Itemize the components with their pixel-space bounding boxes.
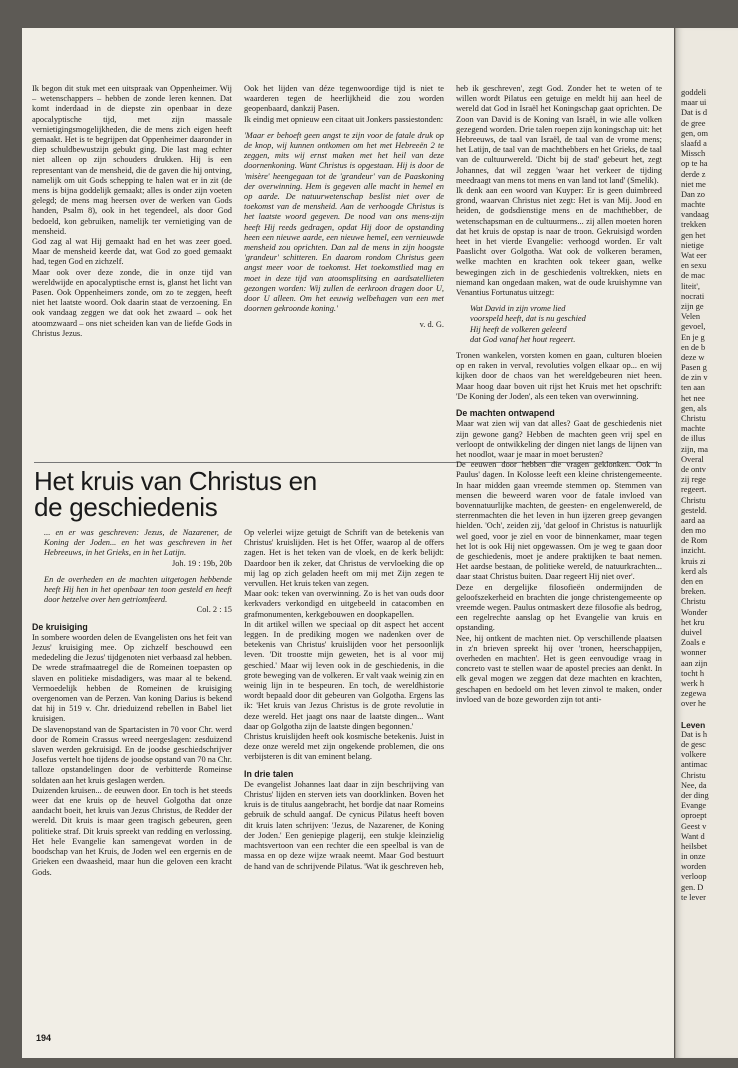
cropped-text-line: op te ha xyxy=(681,159,708,169)
cropped-text-line: derde z xyxy=(681,169,706,179)
cropped-text-line: der ding xyxy=(681,790,709,800)
paragraph: God zag al wat Hij gemaakt had en het was zeer goed. Maar de mensheid keerde dat, wat God zo goed gemaakt had, tegen God en zichzelf. xyxy=(32,237,232,267)
paragraph: Nee, hij ontkent de machten niet. Op verschillende plaatsen in z'n brieven spreekt hij over 'tronen, heerschappijen, overheden en machten'. Het is geen eenvoudige vraag in concreto vast te stellen waar de apostel precies aan denkt. In elk geval mogen we zeggen dat deze machten en krachten, geschapen en bedoeld om het leven zinvol te maken, onder invloed van de boze geworden zijn tot anti- xyxy=(456,633,662,704)
magazine-page-left xyxy=(22,28,674,1058)
cropped-text-line: oproept xyxy=(681,811,707,821)
cropped-text-line: gesteld. xyxy=(681,505,707,515)
cropped-text-line: Geest v xyxy=(681,821,707,831)
cropped-text-line: vandaag xyxy=(681,210,709,220)
cropped-text-line: Dat is d xyxy=(681,108,708,118)
cropped-text-line: nocrati xyxy=(681,291,705,301)
cropped-text-line: zijn, ma xyxy=(681,444,708,454)
hymn-quote xyxy=(456,304,662,345)
epigraph-reference: Col. 2 : 15 xyxy=(196,605,232,615)
paragraph: De slavenopstand van de Spartacisten in 70 voor Chr. werd door de Romein Crassus wreed neergeslagen: zesduizend slaven werden gekruisigd. En de joodse geschiedschrijver Josefus vertelt hoe tijdens de joodse opstand van 70 na Chr. talloze opstandelingen door de verbitterde Romeinse soldaten aan het kruis geslagen werden. xyxy=(32,724,232,785)
paragraph: Ik denk aan een woord van Kuyper: Er is geen duimbreed grond, waarvan Christus niet zegt: Het is van Mij. Jood en heiden, de godsdienstige mens en de machthebber, de wetenschapsman en de cultuurmens... zij allen moeten horen dat het kruis de opstap is naar de troon. Gekruisigd worden heet in het vierde Evangelie: verhoogd worden. Er valt Paaslicht over Golgotha. Wat ook de volkeren beramen, welke machten en krachten ook tekeer gaan, welke bewegingen zich in de geschiedenis voltrekken, niets en niemand kan ongedaan maken, wat de oude kruishymne van Venantius Fortunatus uitzegt: xyxy=(456,186,662,298)
cropped-text-line: den mo xyxy=(681,526,706,536)
cropped-text-line: breken. xyxy=(681,587,706,597)
cropped-text-line: het nee xyxy=(681,393,705,403)
cropped-text-line: de Rom xyxy=(681,536,708,546)
cropped-text-line: en de b xyxy=(681,342,706,352)
cropped-text-line: kerd als xyxy=(681,566,708,576)
cropped-text-line: zegewa xyxy=(681,689,707,699)
cropped-text-line: gen, als xyxy=(681,403,707,413)
paragraph: Deze en dergelijke filosofieën ondermijnden de geloofszekerheid en brachten die jonge christengemeente op vreemde wegen. Paulus ontmaskert deze filosofie als bedrog, een regelrechte aanslag op het Evangelie van kruis en opstanding. xyxy=(456,582,662,633)
cropped-text-line: tocht h xyxy=(681,668,705,678)
epigraph: ... en er was geschreven: Jezus, de Nazarener, de Koning der Joden... en het was geschreven in het Hebreeuws, in het Grieks, en in het Latijn. xyxy=(44,528,232,558)
cropped-text-line: de mac xyxy=(681,271,705,281)
paragraph: Christus kruislijden heeft ook kosmische betekenis. Juist in deze onze wereld met zijn ongekende problemen, die ons verbijsteren is dit van eminent belang. xyxy=(244,732,444,762)
cropped-text-line: Overal xyxy=(681,454,704,464)
cropped-text-line: Missch xyxy=(681,149,706,159)
cropped-text-line: gevoel, xyxy=(681,322,706,332)
paragraph: In dit artikel willen we speciaal op dit aspect het accent leggen. In de prediking mogen we nadenken over de betekenis van Christus' kruislijden voor het persoonlijk leven. 'Dit troostte mijn geweten, het is al voor mij geschied.' Maar wij leven ook in de geschiedenis, in die grote beweging van de volkeren. Er valt vaak weinig zin en weinig lijn in te bespeuren. En toch, de wereldhistorie wordt bepaald door dit gebeuren van Golgotha. Ergens las ik: 'Het kruis van Jezus Christus is de grote revolutie in deze wereld. Het jaagt ons naar de laatste dingen... Want daar op Golgotha zijn de laatste dingen begonnen.' xyxy=(244,619,444,731)
paragraph: Ook het lijden van déze tegenwoordige tijd is niet te waarderen tegen de heerlijkheid die zou worden geopenbaard, dankzij Pasen. xyxy=(244,84,444,114)
magazine-page-right-edge xyxy=(675,28,738,1058)
section-heading: De machten ontwapend xyxy=(456,408,555,419)
cropped-text-line: maar ui xyxy=(681,98,707,108)
cropped-text-line: machte xyxy=(681,424,706,434)
article-column-1 xyxy=(32,528,232,1028)
cropped-text-line: trekken xyxy=(681,220,707,230)
cropped-text-line: gen, om xyxy=(681,128,708,138)
cropped-text-line: Velen xyxy=(681,312,701,322)
cropped-text-line: de gesc xyxy=(681,740,706,749)
cropped-text-line: nietige xyxy=(681,240,704,250)
cropped-text-line: zijn ge xyxy=(681,301,704,311)
cropped-text-line: de gree xyxy=(681,118,706,128)
paragraph: In sombere woorden delen de Evangelisten ons het feit van Jezus' kruisiging mee. Op zichzelf beschouwd een mededeling die Jezus' tijdgenoten niet verbaasd zal hebben. De wrede strafmaatregel die de Romeinen toepasten op slaven en politieke misdadigers, was maar al te bekend. Vermoedelijk hebben de Romeinen de kruisiging overgenomen van de Perzen. Van koning Darius is bekend dat hij in 519 v. Chr. drieduizend rebellen in Babel liet kruisigen. xyxy=(32,632,232,724)
paragraph: Maar ook over deze zonde, die in onze tijd van wereldwijde en apocalyptische ernst is, glanst het licht van Pasen. Ook Oppenheimers zonde, om zo te zeggen, heeft niet het laatste woord. Ook daarin staat de verzoening. En ook vandaag zeggen we dat ook het zwaard – ook het atoomzwaard – ons niet scheiden kan van de liefde Gods in Christus Jezus. xyxy=(32,267,232,338)
cropped-text-line: de illus xyxy=(681,434,706,444)
cropped-text-line: aan zijn xyxy=(681,658,708,668)
paragraph: Maar wat zien wij van dat alles? Gaat de geschiedenis niet zijn gewone gang? Hebben de machten geen vrij spel en verloopt de ontwikkeling der dingen niet langs de lijnen van het noodlot, waar je maar in moet berusten? xyxy=(456,419,662,459)
cropped-text-line: En je g xyxy=(681,332,705,342)
cropped-text-line: in onze xyxy=(681,852,706,862)
cropped-text-line: Want d xyxy=(681,831,705,841)
page-number: 194 xyxy=(36,1033,52,1043)
cropped-text-column xyxy=(681,88,738,903)
jonkers-quote: 'Maar er behoeft geen angst te zijn voor de fatale druk op de knop, wij kunnen ontkomen om het met Hebreeën 2 te zeggen, mits wij ernst maken met het heil van deze doornenkoning. Want Christus is opgestaan. Hij is door de 'misère' heengegaan tot de 'grandeur' van de Paaskoning der overwinning. Hem is gegeven alle macht in hemel en op aarde. De natuurwetenschap beslist niet over de toekomst van de mensheid. Aan de verhoogde Christus is het laatste woord gegeven. De nood van ons mens-zijn heeft Hij reeds gedragen, opdat Hij door de opstanding heen een nieuwe aarde, een nieuwe hemel, een vernieuwde mensheid zou oprichten. Dan zal de mens in zijn hoogste 'grandeur' schitteren. En daarom rondom Christus geen angst meer voor de toekomst. Het toekomstlied mag en moet in deze tijd van atoomsplitsing en aardsatellieten gezongen worden: Wij zullen de eerkroon dragen door U, door U alleen. Om het eeuwig welbehagen van een met doornen gekroonde koning.' xyxy=(244,130,444,314)
paragraph: De eeuwen door hebben die vragen geklonken. Ook in Paulus' dagen. In Kolosse leeft een kleine christengemeente. In haar midden gaan vreemde stemmen op. Stemmen van mensen die beweerd waren voor de fatale invloed van bovennatuurlijke machten, de geesten- en engelenwereld, de sterrenmachten die het leven in hun ijzeren greep gevangen hielden. 'Och', zeiden zij, 'dat geloof in Christus is natuurlijk wel goed, voor je ziel en voor de binnenkamer, maar tegen het lot is ook Hij niet opgewassen. Om je weg te gaan door de geschiedenis, moet je andere praktijken te baat nemen. Het aardse bestaan, de politieke wereld, de natuurkrachten... daar staat Christus buiten. Daar regeert Hij niet over'. xyxy=(456,460,662,582)
cropped-text-line: Dat is h xyxy=(681,729,708,739)
paragraph: Ik begon dit stuk met een uitspraak van Oppenheimer. Wij – wetenschappers – hebben de zonde leren kennen. Dat komt inderdaad in de diepste zin openbaar in deze apocalyptische tijd, met zijn massale vernietigingsmogelijkheden, die de mens zich eigen heeft gemaakt. Het is te begrijpen dat Oppenheimer daaronder in diep schuldbewustzijn gebukt ging. Die last mag echter niet alleen op zijn schouders drukken. Hij is een representant van de mensheid, die de gaven die hij ontving, namelijk om uit Gods schepping te halen wat er in zit (de mens is bijna goddelijk gemaakt; alles is onder zijn voeten gelegd; de mens mag heersen over de werken van Gods handen, Psalm 8), ook in het tegendeel, als door God bedoeld, kon gebruiken, namelijk ter vernietiging van de mensheid. xyxy=(32,84,232,236)
epigraph-reference: Joh. 19 : 19b, 20b xyxy=(171,558,232,568)
cropped-text-line: gen. D xyxy=(681,882,704,892)
cropped-text-line: verloop xyxy=(681,872,707,882)
cropped-text-line: de zin v xyxy=(681,373,708,383)
cropped-text-line: het kru xyxy=(681,617,705,627)
cropped-text-line: inzicht. xyxy=(681,546,706,556)
hymn-line: voorspeld heeft, dat is nu geschied xyxy=(470,314,586,324)
cropped-text-line: regeert. xyxy=(681,485,707,495)
cropped-text-line: zij rege xyxy=(681,475,706,485)
cropped-text-line: worden xyxy=(681,862,707,872)
cropped-text-line: duivel xyxy=(681,627,702,637)
article-column-2 xyxy=(244,528,444,1028)
paragraph: heb ik geschreven', zegt God. Zonder het te weten of te willen wordt Pilatus een getuige en meldt hij aan heel de wereld dat God in Israël het Koningschap gaat oprichten. De Zoon van David is de Koning van Israël, in wie alle volken gezegend worden. Drie talen roepen zijn koningschap uit: het Hebreeuws, de taal van Israël, de taal van de vrome mens; het Latijn, de taal van de machthebbers en het Grieks, de taal van de cultuurwereld. 'Dicht bij de stad' gebeurt het, zegt Johannes, dat wil zeggen 'waar het verkeer de tijding meedraagt van mens tot mens en van land tot land' (Smelik). xyxy=(456,84,662,185)
paragraph: De evangelist Johannes laat daar in zijn beschrijving van Christus' lijden en sterven iets van doorklinken. Boven het kruis is de titulus aangebracht, het bordje dat naar Romeins gebruik de schuld aangaf. De cynicus Pilatus heeft boven dit kruis laten schrijven: 'Jezus, de Nazarener, de Koning der Joden.' Een geniepige plagerij, een stukje kleinzielig machtsvertoon van een rechter die een speelbal is van de massa en op deze wijze wraak neemt. Maar God bestuurt de hand van de schrijvende Pilatus. 'Wat ik geschreven heb, xyxy=(244,779,444,871)
cropped-text-line: liteit', xyxy=(681,281,700,291)
cropped-text-line: Pasen g xyxy=(681,363,707,373)
paragraph: Duizenden kruisen... de eeuwen door. En toch is het steeds weer dat ene kruis op de heuvel Golgotha dat onze aandacht boeit, het kruis van Jezus Christus, de Redder der wereld. Dit kruis is maar geen tragisch gebeuren, geen politieke straf. Dit kruis spreekt van redding en verlossing. Het hele Evangelie kan samengevat worden in de boodschap van het Kruis, de Joden wel een ergernis en de Grieken een dwaasheid, maar hun die geloven een kracht Gods. xyxy=(32,785,232,877)
cropped-text-line: ten aan xyxy=(681,383,705,393)
hymn-line: dat God vanaf het hout regeert. xyxy=(470,334,576,344)
epigraph: En de overheden en de machten uitgetogen hebbende heeft Hij hen in het openbaar ten toon gesteld en heeft door hetzelve over hen getriomfeerd. xyxy=(44,574,232,605)
cropped-text-line: slaafd a xyxy=(681,138,707,148)
cropped-text-line: aard aa xyxy=(681,515,705,525)
cropped-text-line: volkere xyxy=(681,750,707,760)
top-column-2 xyxy=(244,84,444,456)
cropped-text-line: te lever xyxy=(681,892,706,902)
section-heading: De kruisiging xyxy=(32,621,88,632)
hymn-line: Hij heeft de volkeren geleerd xyxy=(470,324,567,334)
hymn-line: Wat David in zijn vrome lied xyxy=(470,304,566,314)
cropped-section-heading: Leven xyxy=(681,719,706,730)
cropped-text-line: niet me xyxy=(681,179,706,189)
cropped-text-line: Nee, da xyxy=(681,780,707,790)
cropped-text-line: kruis zi xyxy=(681,556,706,566)
cropped-text-line: wonner xyxy=(681,648,707,658)
cropped-text-line: heilsbet xyxy=(681,841,708,851)
cropped-text-line: deze w xyxy=(681,352,705,362)
spacer xyxy=(681,709,738,719)
paragraph: Tronen wankelen, vorsten komen en gaan, culturen bloeien op en raken in verval, revoluties volgen elkaar op... en wij kijken door de chaos van het wereldgebeuren niet heen. Maar hoog daar boven uit rijst het Kruis met het opschrift: 'De Koning der Joden', als een teken van overwinning. xyxy=(456,351,662,401)
cropped-text-line: Zoals e xyxy=(681,638,706,648)
article-title: Het kruis van Christus en de geschiedenis xyxy=(34,466,317,522)
cropped-text-line: Christu xyxy=(681,770,706,780)
cropped-text-line: den en xyxy=(681,577,704,586)
cropped-text-line: Dan zo xyxy=(681,189,705,199)
article-column-3 xyxy=(456,84,662,1028)
cropped-text-line: machte xyxy=(681,200,706,210)
cropped-text-line: over he xyxy=(681,699,706,709)
cropped-text-line: Christu xyxy=(681,597,706,607)
top-column-1 xyxy=(32,84,232,456)
cropped-text-line: werk h xyxy=(681,678,705,688)
paragraph: Maar ook: teken van overwinning. Zo is het van ouds door kerkvaders verkondigd en uitgebeeld in catacomben en grafmonumenten, kerkgebouwen en doopkapellen. xyxy=(244,589,444,619)
cropped-text-line: antimac xyxy=(681,760,708,770)
cropped-text-line: Wonder xyxy=(681,607,708,617)
author-initials: v. d. G. xyxy=(419,320,444,330)
paragraph: Ik eindig met opnieuw een citaat uit Jonkers passiestonden: xyxy=(244,114,444,124)
cropped-text-line: goddeli xyxy=(681,88,707,97)
cropped-text-line: Christu xyxy=(681,495,706,505)
section-heading: In drie talen xyxy=(244,768,294,779)
cropped-text-line: Wat eer xyxy=(681,251,707,260)
cropped-text-line: gen het xyxy=(681,230,706,240)
cropped-text-line: Christu xyxy=(681,414,706,423)
cropped-text-line: Evange xyxy=(681,801,707,811)
cropped-text-line: de ontv xyxy=(681,464,706,474)
cropped-text-line: en sexu xyxy=(681,261,707,271)
paragraph: Op velerlei wijze getuigt de Schrift van de betekenis van Christus' kruislijden. Het is het Offer, waarop al de offers zagen. Het is het teken van de vloek, en de kerk belijdt: Daardoor ben ik zeker, dat Christus de vervloeking die op mij lag op zich geladen heeft om mij met Zijn zegen te vervullen. Het kruis teken van zegen. xyxy=(244,528,444,589)
